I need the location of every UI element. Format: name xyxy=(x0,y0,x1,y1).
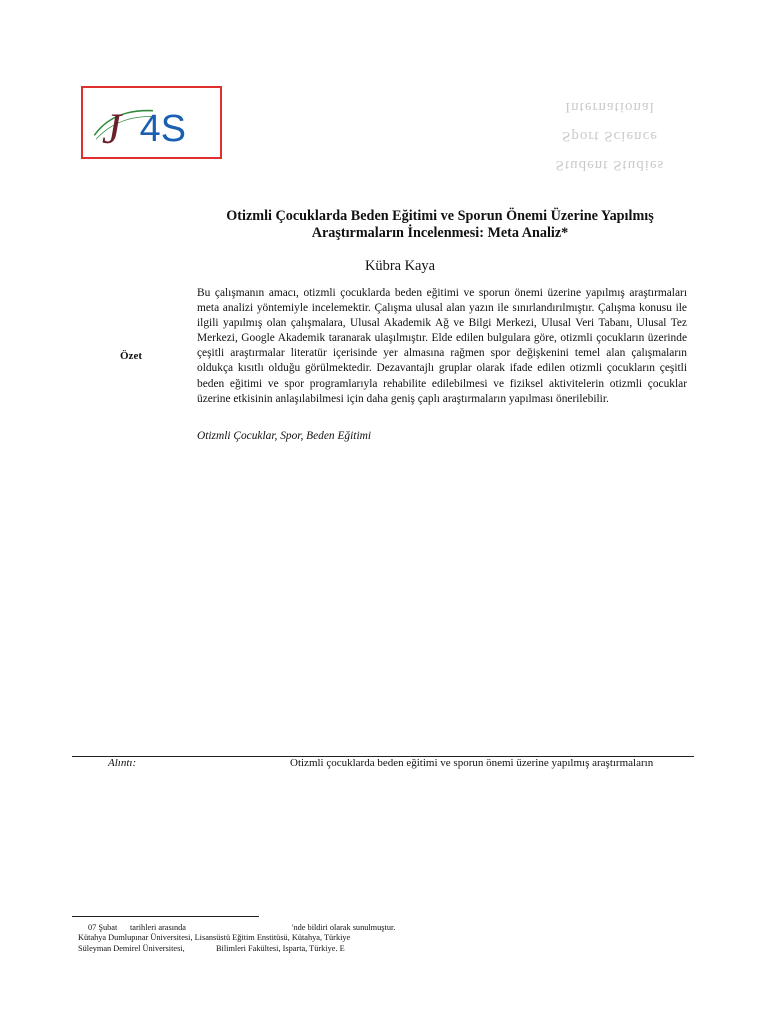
title-line-1: Otizmli Çocuklarda Beden Eğitimi ve Sporun Önemi Üzerine Yapılmış xyxy=(226,208,654,224)
logo-graphic xyxy=(83,88,220,157)
logo-j: J xyxy=(101,104,122,153)
title-line-2: Araştırmaların İncelenmesi: Meta Analiz* xyxy=(311,225,569,241)
author-name: Kübra Kaya xyxy=(365,258,435,274)
keywords: Otizmli Çocuklar, Spor, Beden Eğitimi xyxy=(197,430,372,442)
footnote-1-note: 'nde bildiri olarak sunulmuştur. xyxy=(292,923,396,932)
citation-label: Alıntı: xyxy=(108,757,137,769)
journal-name-line: Sport Science xyxy=(562,128,658,144)
footnote-1-date: 07 Şubat xyxy=(88,923,118,932)
journal-name-watermark xyxy=(520,92,700,179)
logo-4s: 4S xyxy=(139,107,186,150)
footnote-divider xyxy=(72,916,259,917)
paper-title xyxy=(190,208,690,242)
footnote-2-text: Kütahya Dumlupınar Üniversitesi, Lisansüstü Eğitim Enstitüsü, Kütahya, Türkiye xyxy=(78,933,351,942)
abstract-label: Özet xyxy=(120,350,142,362)
abstract-text: Bu çalışmanın amacı, otizmli çocuklarda beden eğitimi ve sporun önemi üzerine yapılmış araştırmaları meta analizi yöntemiyle incelemektir. Çalışma ulusal alan yazın ile sınırlandırılmıştır. Çalışma konusu ile ilgili yapılmış olan çalışmalara, Ulusal Akademik Ağ ve Bilgi Merkezi, Ulusal Veri Tabanı, Ulusal Tez Merkezi, Google Akademik taranarak ulaşılmıştır. Elde edilen bulgulara göre, otizmli çocukların üzerinde çeşitli araştırmalar literatür içerisinde yer almasına rağmen spor değişkenini temel alan çalışmaların oldukça kısıtlı olduğu görülmektedir. Dezavantajlı gruplar olarak ifade edilen otizmli çocukların çeşitli beden eğitimi ve spor programlarıyla rehabilite edilebilmesi ve fiziksel aktivitelerin otizmli çocuklar üzerine etkisinin anlaşılabilmesi için daha geniş çaplı araştırmaların yapılması önerilebilir. xyxy=(197,287,687,405)
citation-text: Otizmli çocuklarda beden eğitimi ve sporun önemi üzerine yapılmış araştırmaların xyxy=(290,757,654,769)
journal-logo xyxy=(81,86,222,159)
footnote-1-range: tarihleri arasında xyxy=(130,923,186,932)
journal-name-line: Student Studies xyxy=(555,157,665,173)
footnote-3-univ: Süleyman Demirel Üniversitesi, xyxy=(78,944,185,953)
journal-name-line: International xyxy=(565,99,655,115)
footnote-3-faculty: Bilimleri Fakültesi, Isparta, Türkiye. E xyxy=(216,944,345,953)
